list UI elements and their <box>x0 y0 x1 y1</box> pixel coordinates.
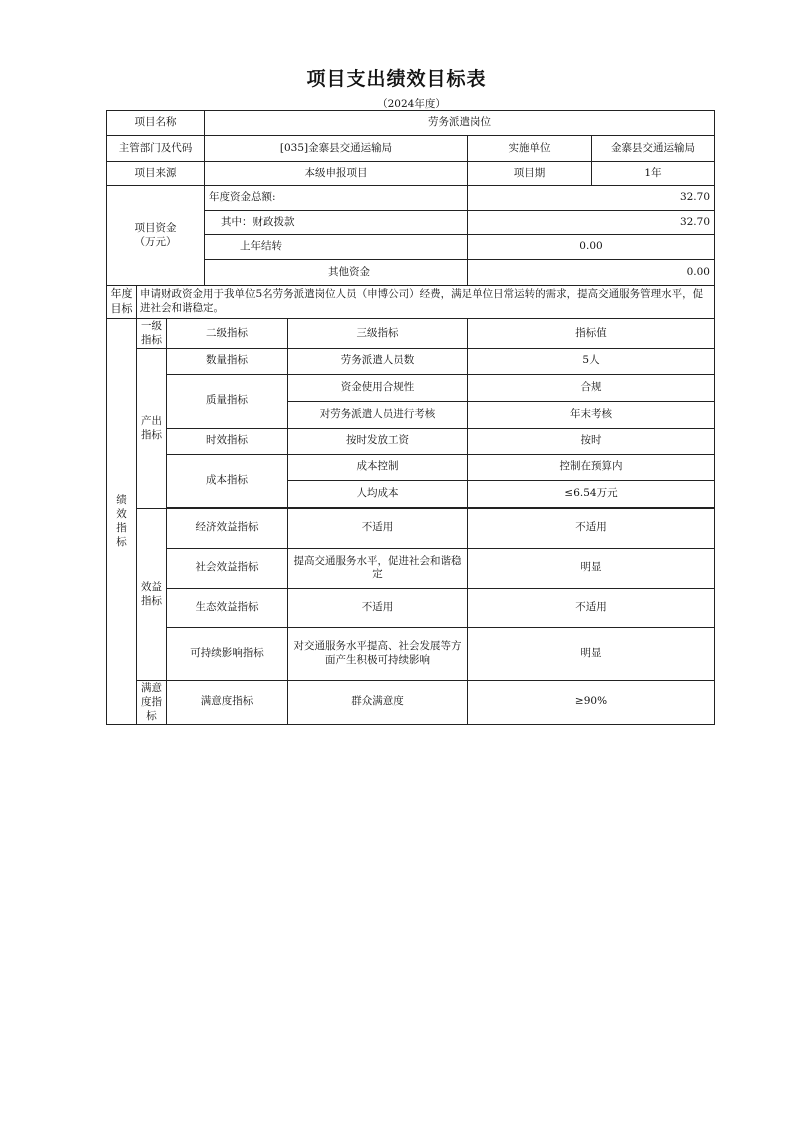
cost-item-2: 人均成本 <box>288 480 468 507</box>
dept-label: 主管部门及代码 <box>107 136 205 162</box>
funds-carryover-label: 上年结转 <box>205 235 468 260</box>
funds-other-value: 0.00 <box>468 260 715 286</box>
time-item: 按时发放工资 <box>288 428 468 454</box>
quality-item-1: 资金使用合规性 <box>288 374 468 401</box>
satisfaction-indicator-label: 满意度指标 <box>167 680 288 724</box>
economic-indicator-label: 经济效益指标 <box>167 508 288 548</box>
funds-label: 项目资金 （万元） <box>107 186 205 286</box>
satisfaction-item: 群众满意度 <box>288 680 468 724</box>
quality-item-2: 对劳务派遣人员进行考核 <box>288 401 468 428</box>
output-indicators-label: 产出指标 <box>137 348 167 508</box>
funds-carryover-value: 0.00 <box>468 235 715 260</box>
dept-value: [035]金寨县交通运输局 <box>205 136 468 162</box>
project-name-label: 项目名称 <box>107 111 205 136</box>
source-label: 项目来源 <box>107 162 205 186</box>
quantity-value: 5人 <box>468 348 715 374</box>
impl-unit-label: 实施单位 <box>468 136 592 162</box>
period-label: 项目期 <box>468 162 592 186</box>
sustain-item: 对交通服务水平提高、社会发展等方面产生积极可持续影响 <box>288 627 468 680</box>
cost-item-1: 成本控制 <box>288 454 468 480</box>
header-level3: 三级指标 <box>288 319 468 349</box>
funds-finance-value: 32.70 <box>468 211 715 235</box>
quality-indicator-label: 质量指标 <box>167 374 288 428</box>
performance-indicators-label: 绩效指标 <box>107 319 137 725</box>
funds-total-label: 年度资金总额: <box>205 186 468 211</box>
satisfaction-value: ≥90% <box>468 680 715 724</box>
annual-goal-text: 申请财政资金用于我单位5名劳务派遣岗位人员（申博公司）经费，满足单位日常运转的需求，提高交通服务管理水平，促进社会和谐稳定。 <box>137 286 715 319</box>
header-level2: 二级指标 <box>167 319 288 349</box>
economic-value: 不适用 <box>468 508 715 548</box>
source-value: 本级申报项目 <box>205 162 468 186</box>
quantity-indicator-label: 数量指标 <box>167 348 288 374</box>
eco-value: 不适用 <box>468 588 715 627</box>
page-title: 项目支出绩效目标表 <box>306 68 487 90</box>
quality-value-2: 年末考核 <box>468 401 715 428</box>
page-subtitle: （2024年度） <box>377 98 446 110</box>
quality-value-1: 合规 <box>468 374 715 401</box>
annual-goal-label: 年度目标 <box>107 286 137 319</box>
header-value: 指标值 <box>468 319 715 349</box>
time-value: 按时 <box>468 428 715 454</box>
time-indicator-label: 时效指标 <box>167 428 288 454</box>
sustain-indicator-label: 可持续影响指标 <box>167 627 288 680</box>
impl-unit-value: 金寨县交通运输局 <box>592 136 715 162</box>
funds-finance-label: 其中：财政拨款 <box>205 211 468 235</box>
funds-other-label: 其他资金 <box>205 260 468 286</box>
eco-indicator-label: 生态效益指标 <box>167 588 288 627</box>
quantity-item: 劳务派遣人员数 <box>288 348 468 374</box>
funds-total-value: 32.70 <box>468 186 715 211</box>
period-value: 1年 <box>592 162 715 186</box>
benefit-indicators-label: 效益指标 <box>137 508 167 680</box>
satisfaction-indicators-label: 满意度指标 <box>137 680 167 724</box>
cost-indicator-label: 成本指标 <box>167 454 288 507</box>
eco-item: 不适用 <box>288 588 468 627</box>
social-value: 明显 <box>468 548 715 588</box>
economic-item: 不适用 <box>288 508 468 548</box>
social-item: 提高交通服务水平，促进社会和谐稳定 <box>288 548 468 588</box>
project-name-value: 劳务派遣岗位 <box>205 111 715 136</box>
social-indicator-label: 社会效益指标 <box>167 548 288 588</box>
cost-value-1: 控制在预算内 <box>468 454 715 480</box>
sustain-value: 明显 <box>468 627 715 680</box>
performance-table <box>106 110 715 725</box>
header-level1: 一级指标 <box>137 319 167 349</box>
cost-value-2: ≤6.54万元 <box>468 480 715 507</box>
